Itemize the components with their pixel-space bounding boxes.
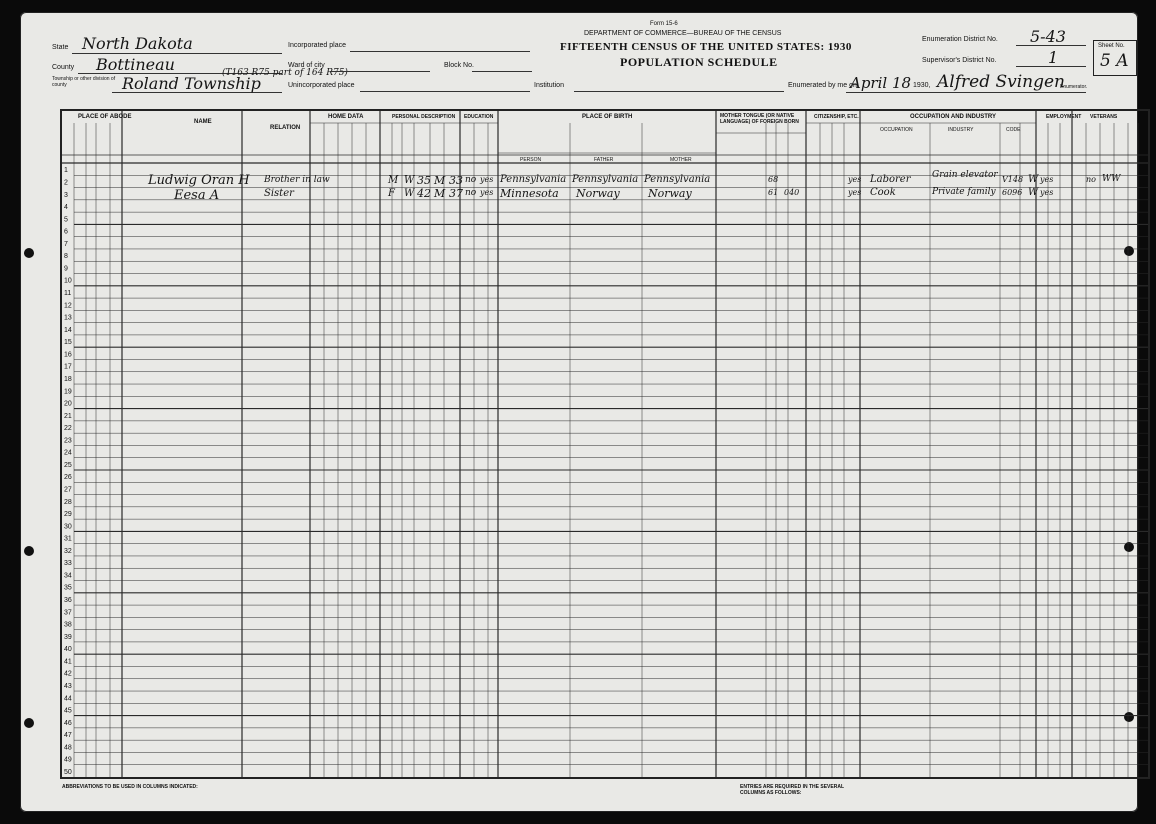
row-number: 3: [64, 191, 68, 199]
col-group-abode: PLACE OF ABODE: [78, 114, 132, 120]
entry-race: W: [404, 188, 415, 199]
enumerator-label: Enumerator.: [1060, 84, 1088, 90]
row-number: 4: [64, 204, 68, 212]
entry-name: Ludwig Oran H: [148, 173, 250, 188]
county-label: County: [52, 64, 75, 71]
institution-label: Institution: [534, 82, 564, 89]
row-number: 27: [64, 486, 72, 494]
row-number: 15: [64, 339, 72, 347]
row-number: 10: [64, 277, 72, 285]
enumerator-signature: Alfred Svingen: [937, 72, 1066, 92]
township-label: Township or other division of county: [52, 76, 116, 88]
row-number: 16: [64, 351, 72, 359]
subhead-industry: INDUSTRY: [948, 127, 974, 133]
entry-marital: M: [434, 174, 446, 187]
entries-note: ENTRIES ARE REQUIRED IN THE SEVERAL COLUMNS AS FOLLOWS:: [740, 784, 844, 796]
unincorporated-label: Unincorporated place: [288, 82, 355, 89]
entry-employed: yes: [1040, 175, 1054, 184]
entry-birth-father: Pennsylvania: [572, 174, 639, 185]
row-number: 22: [64, 425, 72, 433]
state-value: North Dakota: [82, 34, 193, 53]
entry-code-b: 040: [784, 188, 800, 197]
entry-relation: Brother in law: [264, 175, 330, 185]
col-group-name: NAME: [194, 119, 212, 125]
enumerated-date: April 18: [850, 74, 912, 92]
township-value: Roland Township: [122, 74, 261, 93]
subhead-occupation: OCCUPATION: [880, 127, 913, 133]
entry-marital: M: [434, 187, 446, 200]
row-number: 46: [64, 719, 72, 727]
entry-war: WW: [1102, 174, 1121, 184]
entry-employed: yes: [1040, 188, 1054, 197]
entry-relation: Sister: [264, 188, 294, 199]
col-group-employment: EMPLOYMENT: [1046, 114, 1082, 120]
row-number: 48: [64, 744, 72, 752]
census-year: 1930,: [913, 82, 931, 89]
entry-industry: Private family: [932, 187, 996, 197]
row-number: 5: [64, 216, 68, 224]
entry-sex: M: [388, 175, 399, 186]
row-number: 40: [64, 646, 72, 654]
row-number: 49: [64, 756, 72, 764]
entry-school: no: [465, 188, 477, 198]
row-number: 45: [64, 707, 72, 715]
row-number: 28: [64, 498, 72, 506]
entry-english: yes: [848, 175, 862, 184]
entry-code: 68: [768, 175, 779, 184]
col-group-relation: RELATION: [270, 125, 301, 131]
row-number: 47: [64, 732, 72, 740]
district-label: Enumeration District No.: [922, 36, 998, 43]
ward-label: Ward of city: [288, 62, 325, 69]
block-label: Block No.: [444, 62, 474, 69]
row-number: 7: [64, 240, 68, 248]
row-number: 42: [64, 670, 72, 678]
entry-birth-father: Norway: [576, 187, 620, 200]
entry-name: Eesa A: [174, 188, 220, 203]
row-number: 32: [64, 547, 72, 555]
entry-age: 42: [417, 187, 431, 200]
schedule-title: POPULATION SCHEDULE: [620, 55, 778, 69]
row-number: 38: [64, 621, 72, 629]
row-number: 19: [64, 388, 72, 396]
entry-class: W: [1028, 187, 1039, 198]
col-group-occupation: OCCUPATION AND INDUSTRY: [910, 114, 996, 120]
row-number: 8: [64, 253, 68, 261]
incorporated-label: Incorporated place: [288, 42, 346, 49]
footer-entries: [740, 784, 920, 810]
entry-industry: Grain elevator: [932, 170, 998, 180]
row-number: 34: [64, 572, 72, 580]
row-number: 30: [64, 523, 72, 531]
department-heading: DEPARTMENT OF COMMERCE—BUREAU OF THE CENSUS: [584, 30, 782, 37]
supervisor-value: 1: [1048, 48, 1059, 67]
entry-english: yes: [848, 188, 862, 197]
col-group-personal: PERSONAL DESCRIPTION: [392, 114, 456, 120]
entry-age-marriage: 33: [449, 174, 463, 187]
row-number: 11: [64, 290, 72, 298]
subhead-code: CODE: [1006, 127, 1021, 133]
entry-school: no: [465, 175, 477, 185]
entry-age: 35: [417, 174, 431, 187]
row-number: 29: [64, 511, 72, 519]
row-number: 50: [64, 768, 72, 776]
sheet-number-box: [1093, 40, 1137, 76]
entry-birth-mother: Norway: [648, 187, 692, 200]
row-number: 31: [64, 535, 72, 543]
row-number: 20: [64, 400, 72, 408]
entry-veteran: no: [1086, 175, 1096, 184]
form-number: Form 15-6: [650, 21, 678, 27]
row-number: 23: [64, 437, 72, 445]
row-number: 25: [64, 461, 72, 469]
supervisor-label: Supervisor's District No.: [922, 57, 997, 64]
entry-sex: F: [388, 188, 395, 199]
entry-occ-code: 6096: [1002, 188, 1023, 197]
subhead-person: PERSON: [520, 157, 542, 163]
state-label: State: [52, 44, 69, 51]
entry-read: yes: [480, 175, 494, 184]
entry-occupation: Cook: [870, 187, 896, 198]
entry-read: yes: [480, 188, 494, 197]
enumerated-label: Enumerated by me on: [788, 82, 857, 89]
entry-birth-person: Minnesota: [500, 187, 559, 200]
row-number: 24: [64, 449, 72, 457]
abbreviations-title: ABBREVIATIONS TO BE USED IN COLUMNS INDICATED:: [62, 784, 198, 790]
entry-age-marriage: 37: [449, 187, 463, 200]
binding-hole: [24, 546, 34, 556]
entry-birth-mother: Pennsylvania: [644, 174, 711, 185]
population-table: [60, 109, 1150, 779]
subhead-father: FATHER: [594, 157, 614, 163]
col-group-veterans: VETERANS: [1090, 114, 1118, 120]
township-note: (T163 R75 part of 164 R75): [222, 68, 348, 78]
row-number: 2: [64, 179, 68, 187]
row-number: 14: [64, 326, 72, 334]
row-number: 18: [64, 375, 72, 383]
row-number: 9: [64, 265, 68, 273]
entry-code: 61: [768, 188, 779, 197]
row-number: 26: [64, 474, 72, 482]
row-number: 17: [64, 363, 72, 371]
row-number: 21: [64, 412, 72, 420]
entry-occupation: Laborer: [870, 174, 911, 185]
county-value: Bottineau: [96, 55, 175, 74]
footer-abbreviations: [60, 784, 480, 810]
sheet-label: Sheet No.: [1098, 43, 1125, 49]
row-number: 12: [64, 302, 72, 310]
row-number: 43: [64, 682, 72, 690]
row-number: 33: [64, 560, 72, 568]
table-grid: [62, 111, 1148, 777]
row-number: 1: [64, 167, 68, 175]
row-number: 6: [64, 228, 68, 236]
sheet-value: 5 A: [1100, 51, 1129, 71]
col-group-birth: PLACE OF BIRTH: [582, 114, 633, 120]
row-number: 37: [64, 609, 72, 617]
census-sheet: [20, 12, 1138, 812]
entry-birth-person: Pennsylvania: [500, 174, 567, 185]
row-number: 35: [64, 584, 72, 592]
binding-hole: [24, 718, 34, 728]
col-group-citizenship: CITIZENSHIP, ETC.: [814, 114, 859, 120]
row-number: 36: [64, 597, 72, 605]
entry-occ-code: V148: [1002, 175, 1024, 184]
census-title: FIFTEENTH CENSUS OF THE UNITED STATES: 1930: [560, 41, 852, 53]
entry-race: W: [404, 175, 415, 186]
entry-class: W: [1028, 174, 1039, 185]
row-number: 44: [64, 695, 72, 703]
subhead-mother: MOTHER: [670, 157, 692, 163]
col-group-tongue: MOTHER TONGUE (OR NATIVE LANGUAGE) OF FOREIGN BORN: [720, 113, 799, 125]
col-group-home: HOME DATA: [328, 114, 364, 120]
district-value: 5-43: [1030, 27, 1066, 46]
row-number: 41: [64, 658, 72, 666]
row-number: 39: [64, 633, 72, 641]
col-group-education: EDUCATION: [464, 114, 494, 120]
row-number: 13: [64, 314, 72, 322]
binding-hole: [24, 248, 34, 258]
